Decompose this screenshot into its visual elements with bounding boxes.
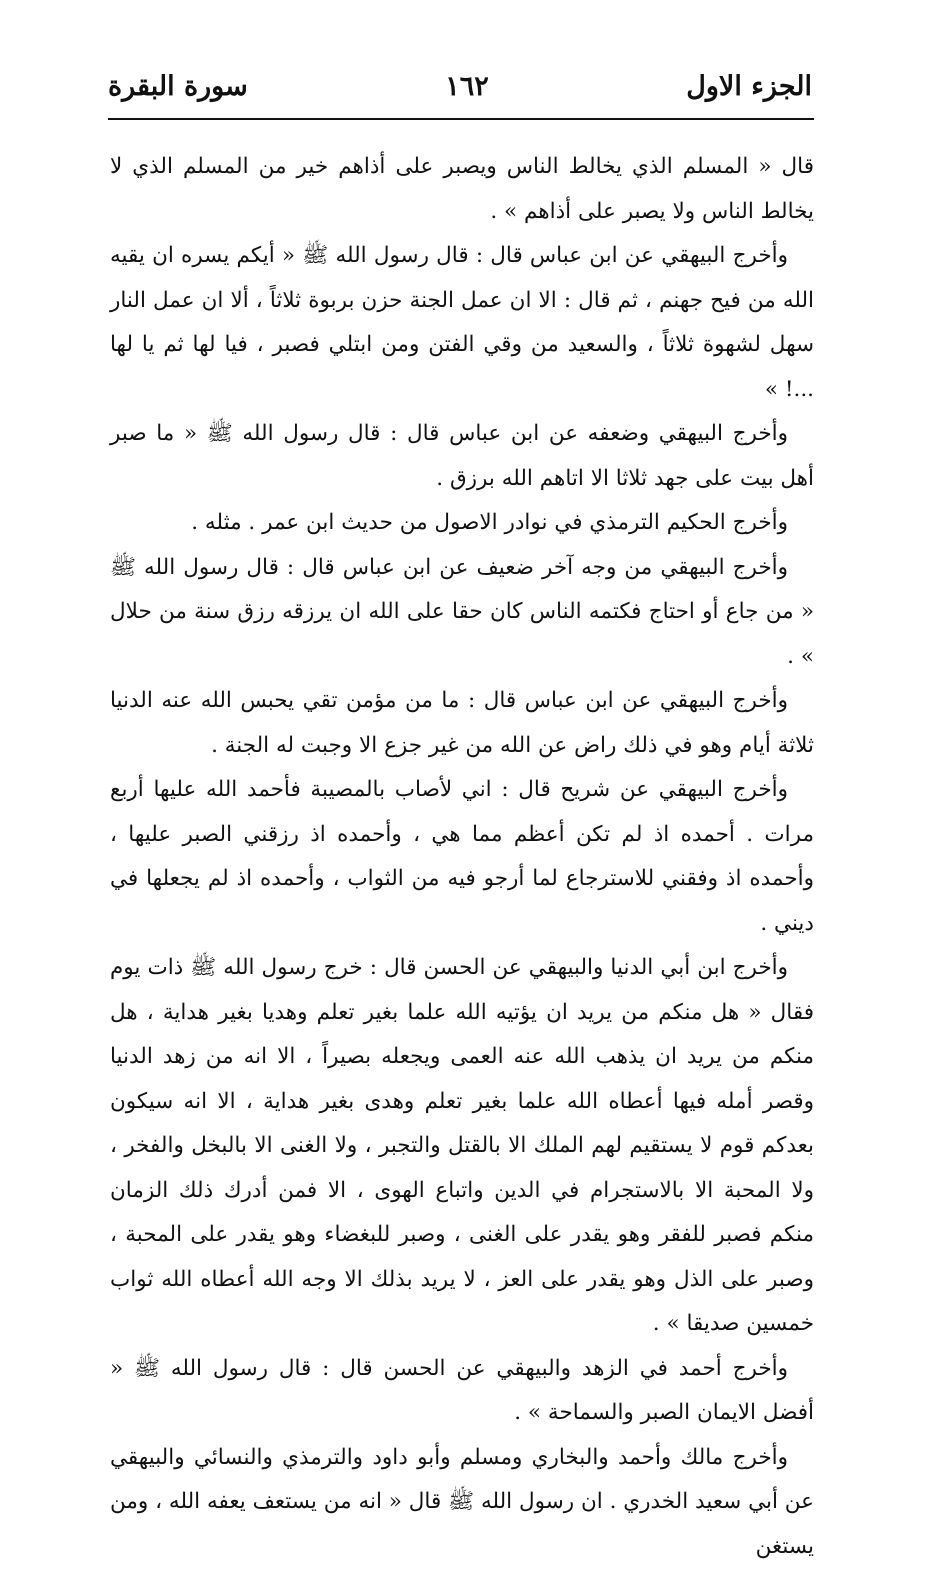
paragraph: وأخرج مالك وأحمد والبخاري ومسلم وأبو داود والترمذي والنسائي والبيهقي عن أبي سعيد الخدري . ان رسول الله ﷺ قال « انه من يستعف يعفه الله ، ومن يستغن	[110, 1436, 814, 1569]
part-title: الجزء الاول	[686, 71, 812, 102]
surah-title: سورة البقرة	[108, 71, 248, 102]
paragraph: وأخرج أحمد في الزهد والبيهقي عن الحسن قال : قال رسول الله ﷺ « أفضل الايمان الصبر والسماحة » .	[110, 1347, 814, 1436]
page-header	[108, 62, 812, 110]
paragraph: قال « المسلم الذي يخالط الناس ويصبر على أذاهم خير من المسلم الذي لا يخالط الناس ولا يصبر على أذاهم » .	[110, 145, 814, 234]
page-number: ١٦٢	[445, 71, 489, 102]
header-rule	[108, 118, 814, 120]
paragraph: وأخرج الحكيم الترمذي في نوادر الاصول من حديث ابن عمر . مثله .	[110, 501, 814, 546]
paragraph: وأخرج البيهقي عن ابن عباس قال : قال رسول الله ﷺ « أيكم يسره ان يقيه الله من فيح جهنم ، ثم قال : الا ان عمل الجنة حزن بربوة ثلاثاً ، ألا ان عمل النار سهل لشهوة ثلاثاً ، والسعيد من وقي الفتن ومن ابتلي فصبر ، فيا لها ثم يا لها ...! »	[110, 234, 814, 412]
page-body	[110, 145, 814, 1315]
paragraph: وأخرج البيهقي من وجه آخر ضعيف عن ابن عباس قال : قال رسول الله ﷺ « من جاع أو احتاج فكتمه الناس كان حقا على الله ان يرزقه رزق سنة من حلال » .	[110, 546, 814, 680]
paragraph: وأخرج ابن أبي الدنيا والبيهقي عن الحسن قال : خرج رسول الله ﷺ ذات يوم فقال « هل منكم من يريد ان يؤتيه الله علما بغير تعلم وهديا بغير هداية ، هل منكم من يريد ان يذهب الله عنه العمى ويجعله بصيراً ، الا انه من زهد الدنيا وقصر أمله فيها أعطاه الله علما بغير تعلم وهدى بغير هداية ، الا انه سيكون بعدكم قوم لا يستقيم لهم الملك الا بالقتل والتجبر ، ولا الغنى الا بالبخل والفخر ، ولا المحبة الا بالاستجرام في الدين واتباع الهوى ، الا فمن أدرك ذلك الزمان منكم فصبر للفقر وهو يقدر على الغنى ، وصبر للبغضاء وهو يقدر على المحبة ، وصبر على الذل وهو يقدر على العز ، لا يريد بذلك الا وجه الله أعطاه الله ثواب خمسين صديقا » .	[110, 946, 814, 1347]
paragraph: وأخرج البيهقي عن ابن عباس قال : ما من مؤمن تقي يحبس الله عنه الدنيا ثلاثة أيام وهو في ذلك راض عن الله من غير جزع الا وجبت له الجنة .	[110, 679, 814, 768]
paragraph: وأخرج البيهقي عن شريح قال : اني لأصاب بالمصيبة فأحمد الله عليها أربع مرات . أحمده اذ لم تكن أعظم مما هي ، وأحمده اذ رزقني الصبر عليها ، وأحمده اذ وفقني للاسترجاع لما أرجو فيه من الثواب ، وأحمده اذ لم يجعلها في ديني .	[110, 768, 814, 946]
paragraph: وأخرج البيهقي وضعفه عن ابن عباس قال : قال رسول الله ﷺ « ما صبر أهل بيت على جهد ثلاثا الا اتاهم الله برزق .	[110, 412, 814, 501]
